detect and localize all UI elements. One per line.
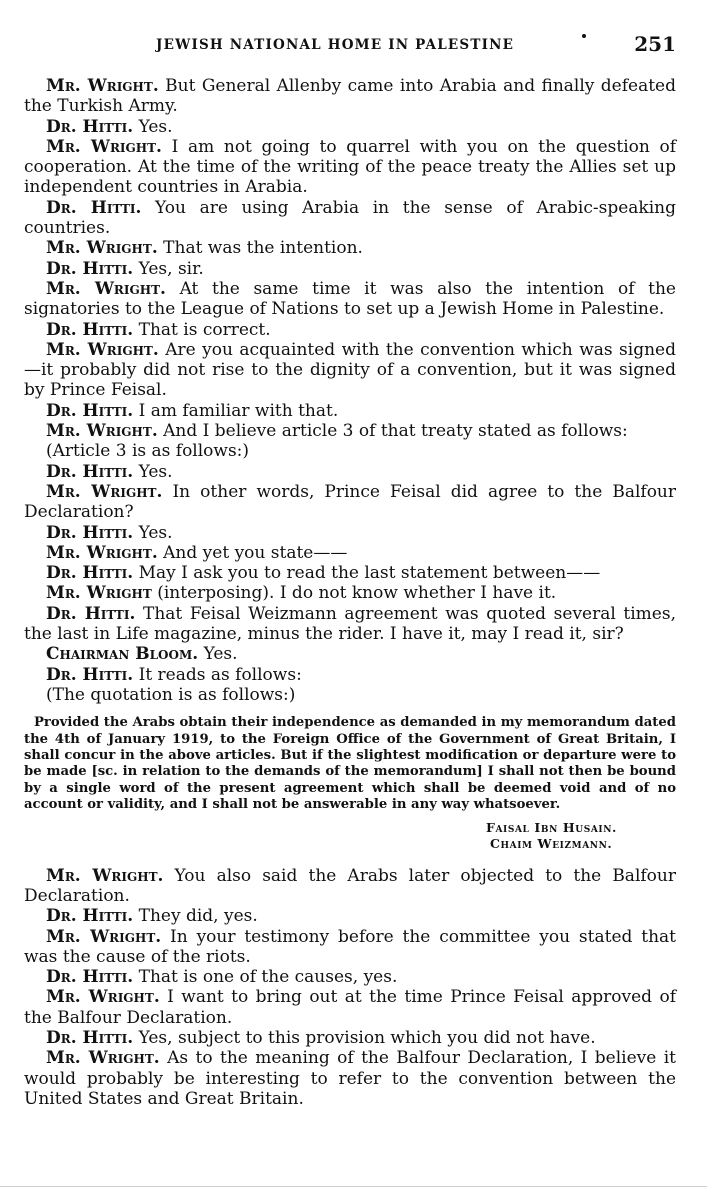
speaker-name: Dr. Hitti. [46,116,134,137]
speaker-name: Mr. Wright. [46,926,162,947]
testimony-paragraph [24,238,676,258]
testimony-before-quote [24,76,676,705]
speaker-name: Dr. Hitti. [46,563,134,584]
paragraph-text: (The quotation is as follows:) [46,684,296,705]
page-body [24,76,676,1109]
paragraph-text: It reads as follows: [133,664,302,685]
testimony-paragraph [24,198,676,239]
speaker-name: Chairman Bloom. [46,644,199,665]
speaker-name: Mr. Wright. [46,339,159,360]
speaker-name: Mr. Wright. [46,542,158,563]
testimony-paragraph [24,665,676,685]
signature-weizmann: Chaim Weizmann. [490,835,613,851]
paragraph-text: Yes, sir. [133,258,204,279]
paragraph-text: They did, yes. [133,906,258,927]
paragraph-text: And I believe article 3 of that treaty stated as follows: [157,421,628,442]
testimony-paragraph [24,76,676,117]
testimony-paragraph [24,523,676,543]
speaker-name: Dr. Hitti. [46,522,134,543]
speaker-name: Mr. Wright. [46,865,164,886]
paragraph-text: You are using Arabia in the sense of Arabic-speaking countries. [24,197,676,239]
page-number: 251 [634,32,676,56]
quotation-block: Provided the Arabs obtain their independence as demanded in my memorandum dated the 4th of January 1919, to the Foreign Office of the Government of Great Britain, I shall concur in the above articles. But if the slightest modification or departure were to be made [sc. in relation to the demands of the memorandum] I shall not then be bound by a single word of the present agreement which shall be deemed void and of no account or validity, and I shall not be answerable in any way whatsoever. [24,715,676,813]
paragraph-text: Yes, subject to this provision which you did not have. [133,1028,596,1049]
paragraph-text: You also said the Arabs later objected to the Balfour Declaration. [24,865,676,906]
paragraph-text: And yet you state—— [157,542,348,563]
testimony-paragraph [24,927,676,968]
ink-speck [582,34,586,38]
testimony-after-quote [24,866,676,1110]
paragraph-text: In other words, Prince Feisal did agree to the Balfour Declaration? [24,481,677,523]
speaker-name: Dr. Hitti. [46,906,134,927]
paragraph-text: In your testimony before the committee you stated that was the cause of the riots. [24,926,676,967]
testimony-paragraph [24,604,676,645]
paragraph-text: Yes. [133,461,173,482]
testimony-paragraph [24,967,676,987]
speaker-name: Mr. Wright. [46,238,158,259]
speaker-name: Dr. Hitti. [46,197,142,218]
testimony-paragraph [24,259,676,279]
testimony-paragraph [24,866,676,907]
testimony-paragraph [24,1028,676,1048]
speaker-name: Dr. Hitti. [46,664,134,685]
paragraph-text: I want to bring out at the time Prince Feisal approved of the Balfour Declaration. [24,987,676,1028]
speaker-name: Mr. Wright. [46,136,162,157]
document-page [24,0,676,1199]
testimony-paragraph [24,543,676,563]
page-header [24,32,676,58]
paragraph-text: That is one of the causes, yes. [133,967,398,988]
speaker-name: Dr. Hitti. [46,258,134,279]
paragraph-text: That is correct. [133,319,271,340]
speaker-name: Dr. Hitti. [46,319,134,340]
paragraph-text: As to the meaning of the Balfour Declaration, I believe it would probably be interesting to refer to the convention between the United States and Great Britain. [24,1048,676,1109]
signature-faisal: Faisal Ibn Husain. [486,819,617,835]
paragraph-text: That Feisal Weizmann agreement was quoted several times, the last in Life magazine, minus the rider. I have it, may I read it, sir? [24,603,676,645]
running-title: JEWISH NATIONAL HOME IN PALESTINE [156,37,515,53]
testimony-paragraph [24,137,676,198]
speaker-name: Dr. Hitti. [46,967,134,988]
paragraph-text: That was the intention. [157,238,363,259]
testimony-paragraph [24,583,676,603]
speaker-name: Dr. Hitti. [46,400,134,421]
speaker-name: Mr. Wright. [46,421,158,442]
testimony-paragraph [24,563,676,583]
paragraph-text: Yes. [133,522,173,543]
testimony-paragraph [24,1048,676,1109]
paragraph-text: (interposing). I do not know whether I have it. [151,583,557,604]
paragraph-text: I am familiar with that. [133,400,339,421]
paragraph-text: Are you acquainted with the convention which was signed—it probably did not rise to the dignity of a convention, but it was signed by Prince Feisal. [24,339,676,401]
testimony-paragraph [24,279,676,320]
testimony-paragraph [24,462,676,482]
testimony-paragraph [24,685,676,705]
paragraph-text: At the same time it was also the intention of the signatories to the League of Nations to set up a Jewish Home in Palestine. [24,278,676,320]
testimony-paragraph [24,644,676,664]
testimony-paragraph [24,987,676,1028]
paragraph-text: May I ask you to read the last statement between—— [133,563,601,584]
testimony-paragraph [24,421,676,441]
paragraph-text: Yes. [133,116,173,137]
paragraph-text: I am not going to quarrel with you on the question of cooperation. At the time of the writing of the peace treaty the Allies set up independent countries in Arabia. [24,136,676,198]
paragraph-text: But General Allenby came into Arabia and finally defeated the Turkish Army. [24,76,676,117]
speaker-name: Mr. Wright. [46,278,166,299]
speaker-name: Mr. Wright [46,583,152,604]
testimony-paragraph [24,906,676,926]
speaker-name: Dr. Hitti. [46,1028,134,1049]
speaker-name: Mr. Wright. [46,1048,160,1069]
testimony-paragraph [24,441,676,461]
speaker-name: Mr. Wright. [46,481,163,502]
signature-block [24,820,676,852]
testimony-paragraph [24,482,676,523]
speaker-name: Mr. Wright. [46,987,160,1008]
testimony-paragraph [24,401,676,421]
paragraph-text: (Article 3 is as follows:) [46,441,250,462]
paragraph-text: Yes. [198,644,238,665]
scan-bottom-edge [0,1186,707,1187]
speaker-name: Dr. Hitti. [46,461,134,482]
testimony-paragraph [24,117,676,137]
speaker-name: Mr. Wright. [46,76,159,96]
speaker-name: Dr. Hitti. [46,603,136,624]
testimony-paragraph [24,320,676,340]
testimony-paragraph [24,340,676,401]
